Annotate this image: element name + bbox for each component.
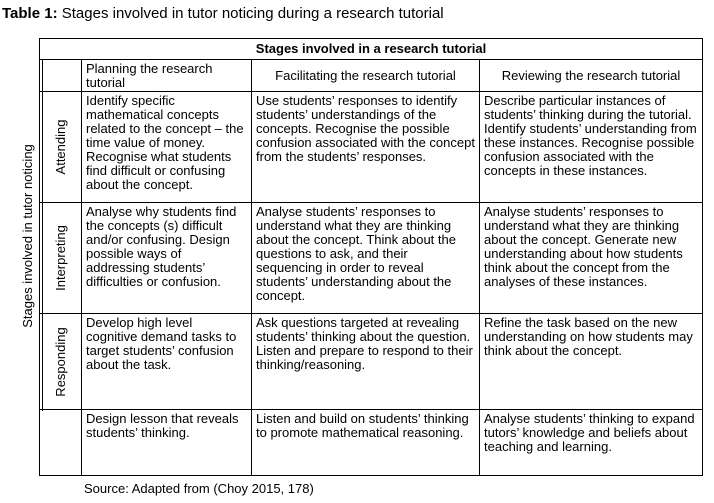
table-header-row [40, 39, 703, 60]
row-label-attending: Attending [52, 119, 68, 175]
stages-table [39, 38, 703, 476]
row-label-cell [40, 203, 82, 314]
source-note: Source: Adapted from (Choy 2015, 178) [84, 481, 314, 496]
table-cell: Ask questions targeted at revealing students’ thinking about the question. Listen and prepare to respond to their thinking/reasoning. [252, 314, 480, 410]
table-cell: Use students’ responses to identify students’ understandings of the concepts. Recognise the possible confusion associated with the concept from the students’ responses. [252, 92, 480, 203]
caption-text: Stages involved in tutor noticing during a research tutorial [57, 5, 444, 22]
table-caption [2, 5, 444, 23]
row-label-cell [40, 314, 82, 410]
row-label-interpreting: Interpreting [52, 225, 68, 291]
caption-label: Table 1: [2, 5, 58, 22]
corner-cell [40, 60, 82, 92]
row-label-responding: Responding [52, 326, 68, 397]
table-row [40, 92, 703, 203]
table-row [40, 314, 703, 410]
row-label-cell [40, 92, 82, 203]
table-cell: Listen and build on students’ thinking to promote mathematical reasoning. [252, 410, 480, 476]
table-cell: Analyse students’ responses to understand what they are thinking about the concept. Think about the questions to ask, and their sequencing in order to reveal students’ understanding about the concept. [252, 203, 480, 314]
table-cell: Describe particular instances of students’ thinking during the tutorial. Identify students’ understanding from these instances. Recognise possible confusion associated with the concepts in these instances. [480, 92, 703, 203]
table-cell: Refine the task based on the new understanding on how students may think about the concept. [480, 314, 703, 410]
column-header-planning: Planning the research tutorial [82, 60, 252, 92]
table-cell: Design lesson that reveals students’ thinking. [82, 410, 252, 476]
table-header: Stages involved in a research tutorial [40, 39, 703, 60]
table-row [40, 203, 703, 314]
row-axis-label: Stages involved in tutor noticing [20, 143, 35, 328]
column-header-reviewing: Reviewing the research tutorial [480, 60, 703, 92]
row-label-cell [40, 410, 82, 476]
table-cell: Analyse students’ thinking to expand tutors’ knowledge and beliefs about teaching and learning. [480, 410, 703, 476]
column-header-row [40, 60, 703, 92]
table-cell: Analyse why students find the concepts (s) difficult and/or confusing. Design possible ways of addressing students’ difficulties or confusion. [82, 203, 252, 314]
table-cell: Identify specific mathematical concepts related to the concept – the time value of money. Recognise what students find difficult or confusing about the concept. [82, 92, 252, 203]
table-row [40, 410, 703, 476]
column-header-facilitating: Facilitating the research tutorial [252, 60, 480, 92]
table-cell: Develop high level cognitive demand tasks to target students’ confusion about the task. [82, 314, 252, 410]
table-cell: Analyse students’ responses to understand what they are thinking about the concept. Generate new understanding about how students think about the concept from the analyses of these instances. [480, 203, 703, 314]
